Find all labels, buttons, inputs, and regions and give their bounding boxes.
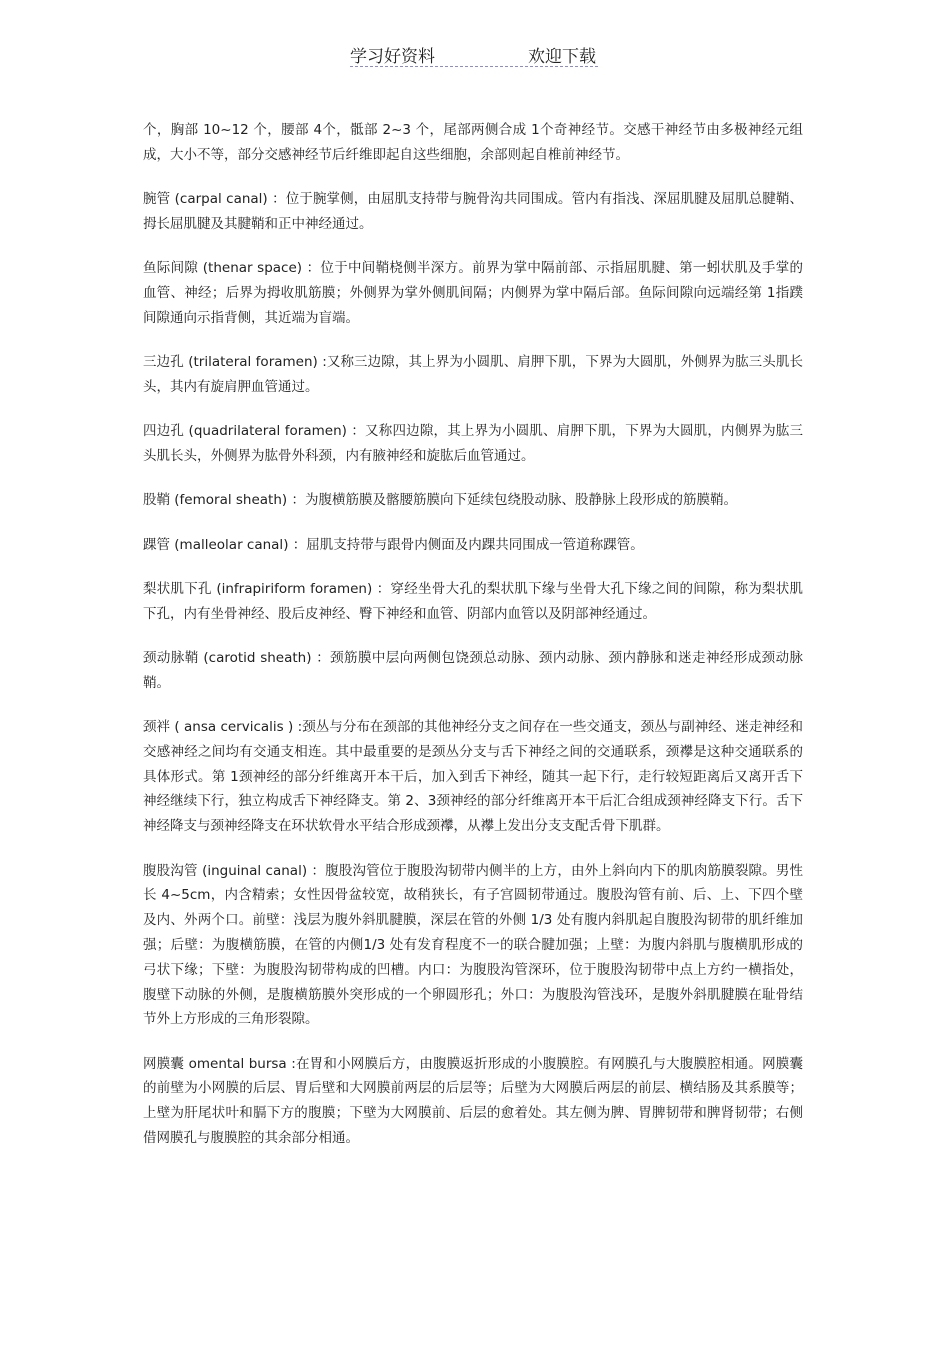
- paragraph-omental-bursa: 网膜囊 omental bursa :在胃和小网膜后方，由腹膜返折形成的小腹膜腔。有网膜孔与大腹膜腔相通。网膜囊的前壁为小网膜的后层、胃后壁和大网膜前两层的后层等；后壁为大网膜后两层的前层、横结肠及其系膜等；上壁为肝尾状叶和膈下方的腹膜；下壁为大网膜前、后层的愈着处。其左侧为脾、胃脾韧带和脾肾韧带；右侧借网膜孔与腹膜腔的其余部分相通。: [143, 1055, 803, 1146]
- paragraph-sympathetic-trunk: 个，胸部 10~12 个，腰部 4个，骶部 2~3 个，尾部两侧合成 1个奇神经节。交感干神经节由多极神经元组成，大小不等，部分交感神经节后纤维即起自这些细胞，余部则起自椎前神经节。: [143, 122, 803, 163]
- paragraph-quadrilateral-foramen: 四边孔 (quadrilateral foramen) ：又称四边隙，其上界为小圆肌、肩胛下肌，下界为大圆肌，内侧界为肱三头肌长头，外侧界为肱骨外科颈，内有腋神经和旋肱后血管通过。: [143, 423, 803, 464]
- header-right-text: 欢迎下载: [528, 47, 596, 67]
- paragraph-femoral-sheath: 股鞘 (femoral sheath) ：为腹横筋膜及髂腰筋膜向下延续包绕股动脉、股静脉上段形成的筋膜鞘。: [143, 492, 737, 509]
- paragraph-inguinal-canal: 腹股沟管 (inguinal canal) ：腹股沟管位于腹股沟韧带内侧半的上方，由外上斜向内下的肌肉筋膜裂隙。男性长 4~5cm，内含精索；女性因骨盆较宽，故稍狭长，有子宫圆韧带通过。腹股沟管有前、后、上、下四个壁及内、外两个口。前壁：浅层为腹外斜肌腱膜，深层在管的外侧 1/3 处有腹内斜肌起自腹股沟韧带的肌纤维加强；后壁：为腹横筋膜，在管的内侧1/3 处有发育程度不一的联合腱加强；上壁：为腹内斜肌与腹横肌形成的弓状下缘；下壁：为腹股沟韧带构成的凹槽。内口：为腹股沟管深环，位于腹股沟韧带中点上方约一横指处，腹壁下动脉的外侧，是腹横筋膜外突形成的一个卵圆形孔；外口：为腹股沟管浅环，是腹外斜肌腱膜在耻骨结节外上方形成的三角形裂隙。: [143, 862, 803, 1028]
- paragraph-trilateral-foramen: 三边孔 (trilateral foramen) :又称三边隙，其上界为小圆肌、肩胛下肌，下界为大圆肌，外侧界为肱三头肌长头，其内有旋肩胛血管通过。: [143, 354, 803, 395]
- page-header: [350, 38, 598, 67]
- paragraph-malleolar-canal: 踝管 (malleolar canal) ：屈肌支持带与跟骨内侧面及内踝共同围成一管道称踝管。: [143, 536, 644, 553]
- paragraph-carotid-sheath: 颈动脉鞘 (carotid sheath) ：颈筋膜中层向两侧包饶颈总动脉、颈内动脉、颈内静脉和迷走神经形成颈动脉鞘。: [143, 649, 803, 691]
- paragraph-thenar-space: 鱼际间隙 (thenar space) ：位于中间鞘桡侧半深方。前界为掌中隔前部、示指屈肌腱、第一蚓状肌及手掌的血管、神经；后界为拇收肌筋膜；外侧界为掌外侧肌间隔；内侧界为掌中隔后部。鱼际间隙向远端经第 1指蹼间隙通向示指背侧，其近端为盲端。: [143, 260, 803, 326]
- paragraph-infrapiriform-foramen: 梨状肌下孔 (infrapiriform foramen) ：穿经坐骨大孔的梨状肌下缘与坐骨大孔下缘之间的间隙，称为梨状肌下孔，内有坐骨神经、股后皮神经、臀下神经和血管、阴部内血管以及阴部神经通过。: [143, 580, 803, 622]
- paragraph-carpal-canal: 腕管 (carpal canal) ：位于腕掌侧，由屈肌支持带与腕骨沟共同围成。管内有指浅、深屈肌腱及屈肌总腱鞘、拇长屈肌腱及其腱鞘和正中神经通过。: [143, 191, 803, 232]
- paragraph-ansa-cervicalis: 颈袢 ( ansa cervicalis ) :颈丛与分布在颈部的其他神经分支之间存在一些交通支，颈丛与副神经、迷走神经和交感神经之间均有交通支相连。其中最重要的是颈丛分支与舌下神经之间的交通联系，颈襻是这种交通联系的具体形式。第 1颈神经的部分纤维离开本干后，加入到舌下神经，随其一起下行，走行较短距离后又离开舌下神经继续下行，独立构成舌下神经降支。第 2、3颈神经的部分纤维离开本干后汇合组成颈神经降支下行。舌下神经降支与颈神经降支在环状软骨水平结合形成颈襻，从襻上发出分支支配舌骨下肌群。: [143, 719, 803, 835]
- header-left-text: 学习好资料: [350, 47, 435, 67]
- document-body: [143, 118, 803, 1170]
